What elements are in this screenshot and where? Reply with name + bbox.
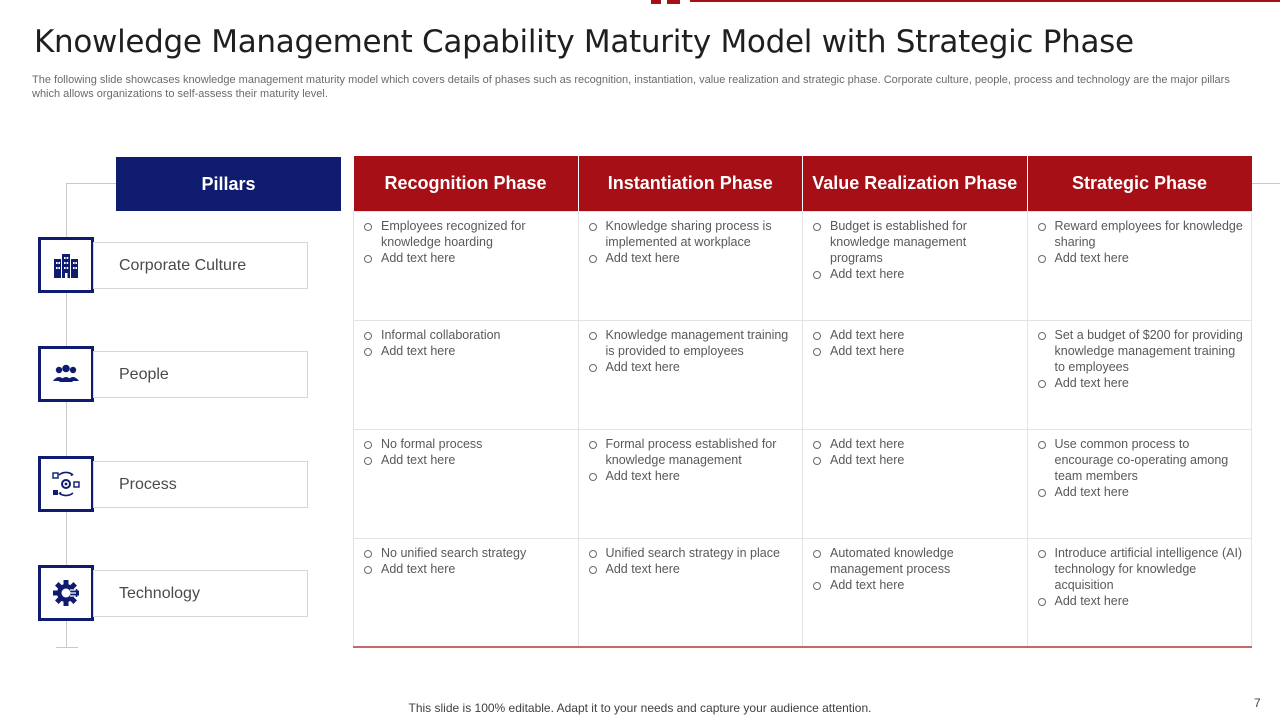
timeline-end-cap bbox=[56, 647, 78, 648]
table-row-process bbox=[354, 429, 1252, 538]
table-cell bbox=[1027, 320, 1252, 429]
pillar-people: People bbox=[93, 351, 308, 398]
list-item: Add text here bbox=[364, 250, 570, 266]
table-row-people bbox=[354, 320, 1252, 429]
list-item: Add text here bbox=[1038, 484, 1244, 500]
list-item: Add text here bbox=[364, 343, 570, 359]
recognition-phase-header: Recognition Phase bbox=[354, 156, 579, 211]
phase-table bbox=[353, 156, 1252, 648]
page-number: 7 bbox=[1254, 696, 1261, 710]
table-cell bbox=[1027, 211, 1252, 320]
list-item: Add text here bbox=[1038, 375, 1244, 391]
list-item: Introduce artificial intelligence (AI) technology for knowledge acquisition bbox=[1038, 545, 1244, 593]
table-cell bbox=[354, 538, 579, 647]
phase-header-row bbox=[354, 156, 1252, 211]
list-item: Knowledge sharing process is implemented at workplace bbox=[589, 218, 795, 250]
list-item: Knowledge management training is provided to employees bbox=[589, 327, 795, 359]
top-accent-bar bbox=[651, 0, 661, 4]
pillar-process: Process bbox=[93, 461, 308, 508]
list-item: Add text here bbox=[813, 266, 1019, 282]
list-item: Add text here bbox=[813, 452, 1019, 468]
list-item: Reward employees for knowledge sharing bbox=[1038, 218, 1244, 250]
table-cell bbox=[354, 320, 579, 429]
value-realization-phase-header: Value Realization Phase bbox=[803, 156, 1028, 211]
table-cell bbox=[803, 538, 1028, 647]
list-item: Add text here bbox=[364, 561, 570, 577]
list-item: Add text here bbox=[1038, 250, 1244, 266]
list-item: Add text here bbox=[813, 577, 1019, 593]
table-cell bbox=[578, 320, 803, 429]
list-item: Use common process to encourage co-operating among team members bbox=[1038, 436, 1244, 484]
pillar-technology: Technology bbox=[93, 570, 308, 617]
list-item: Informal collaboration bbox=[364, 327, 570, 343]
table-cell bbox=[578, 538, 803, 647]
table-row-corporate-culture bbox=[354, 211, 1252, 320]
gear-icon bbox=[38, 565, 94, 621]
header-guide-line bbox=[1251, 183, 1280, 184]
table-cell bbox=[803, 211, 1028, 320]
list-item: Add text here bbox=[364, 452, 570, 468]
people-group-icon bbox=[38, 346, 94, 402]
table-cell bbox=[354, 211, 579, 320]
table-cell bbox=[1027, 429, 1252, 538]
list-item: Automated knowledge management process bbox=[813, 545, 1019, 577]
list-item: Unified search strategy in place bbox=[589, 545, 795, 561]
table-row-technology bbox=[354, 538, 1252, 647]
list-item: Add text here bbox=[813, 327, 1019, 343]
strategic-phase-header: Strategic Phase bbox=[1027, 156, 1252, 211]
table-cell bbox=[578, 429, 803, 538]
slide-subtitle: The following slide showcases knowledge management maturity model which covers details of phases such as recognition, instantiation, value realization and strategic phase. Corporate culture, people, process and technology are the major pillars which allows organizations to self-assess their maturity level. bbox=[32, 74, 1230, 100]
table-cell bbox=[803, 429, 1028, 538]
slide-footer: This slide is 100% editable. Adapt it to your needs and capture your audience attention. bbox=[408, 701, 872, 715]
list-item: Employees recognized for knowledge hoarding bbox=[364, 218, 570, 250]
list-item: Budget is established for knowledge management programs bbox=[813, 218, 1019, 266]
list-item: Set a budget of $200 for providing knowledge management training to employees bbox=[1038, 327, 1244, 375]
table-cell bbox=[803, 320, 1028, 429]
instantiation-phase-header: Instantiation Phase bbox=[578, 156, 803, 211]
list-item: Add text here bbox=[813, 436, 1019, 452]
table-cell bbox=[354, 429, 579, 538]
list-item: Formal process established for knowledge management bbox=[589, 436, 795, 468]
list-item: Add text here bbox=[813, 343, 1019, 359]
top-accent-line bbox=[690, 0, 1280, 2]
list-item: Add text here bbox=[589, 359, 795, 375]
pillars-header: Pillars bbox=[116, 157, 341, 211]
list-item: No unified search strategy bbox=[364, 545, 570, 561]
slide-title: Knowledge Management Capability Maturity Model with Strategic Phase bbox=[34, 24, 1134, 60]
timeline-connector bbox=[66, 183, 116, 184]
list-item: Add text here bbox=[589, 468, 795, 484]
building-icon bbox=[38, 237, 94, 293]
table-cell bbox=[578, 211, 803, 320]
list-item: Add text here bbox=[589, 561, 795, 577]
list-item: No formal process bbox=[364, 436, 570, 452]
process-cycle-icon bbox=[38, 456, 94, 512]
pillar-corporate-culture: Corporate Culture bbox=[93, 242, 308, 289]
list-item: Add text here bbox=[589, 250, 795, 266]
list-item: Add text here bbox=[1038, 593, 1244, 609]
top-accent-bar bbox=[667, 0, 680, 4]
table-cell bbox=[1027, 538, 1252, 647]
